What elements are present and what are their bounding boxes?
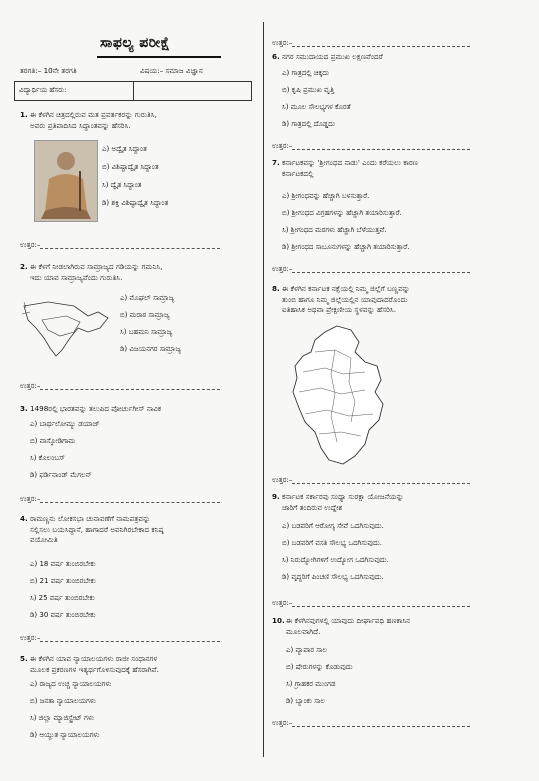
option-b[interactable]: ಬಿ) ಶ್ರೀಗಂಧದ ವಿಗ್ರಹಗಳನ್ನು ಹೆಚ್ಚಾಗಿ ತಯಾರಿಸುತ್ತಾರೆ. — [282, 209, 402, 217]
question-line: ಕರ್ನಾಟಕದಲ್ಲಿ — [282, 168, 314, 178]
question-line: ಈ ಕೆಳಗಿನವುಗಳಲ್ಲಿ ಯಾವುದು ದೀರ್ಘಾವಧಿ ಹಣಕಾಸಿನ — [286, 616, 411, 625]
answer-label: ಉತ್ತರ:– — [272, 265, 293, 273]
option-b[interactable]: ಬಿ) ಷೇರುಗಳನ್ನು ಕೊಡುವುದು — [286, 663, 353, 671]
option-a[interactable]: ಎ) ಮೊಘಲ್ ಸಾಮ್ರಾಜ್ಯ — [120, 294, 175, 302]
question-line: ಕರ್ನಾಟಕ ಸರ್ಕಾರವು ಸಂಧ್ಯಾ ಸುರಕ್ಷಾ ಯೋಜನೆಯನ್ನು — [282, 492, 404, 501]
question-line: ಸಲ್ಲಿಸಲು ಬಯಸಿದ್ದಾನೆ, ಹಾಗಾದರೆ ಅವನಿಗಿರಬೇಕಾದ ಕನಿಷ್ಠ — [30, 524, 164, 534]
question-text — [30, 110, 157, 131]
answer-line-q10 — [272, 719, 470, 728]
question-line: ತುಂಬಿ ಹಾಗೂ ನಿಮ್ಮ ಜಿಲ್ಲೆಯಲ್ಲಿನ ಯಾವುದಾದರೊಂದು — [282, 294, 408, 304]
option-a[interactable]: ಎ) 18 ವರ್ಷ ತುಂಬಿರಬೇಕು — [30, 560, 96, 568]
option-c[interactable]: ಸಿ) ಜಿಲ್ಲಾ ಮ್ಯಾಜಿಸ್ಟ್ರೇಟ್ ಗಳು — [30, 714, 94, 722]
question-number: 5. — [20, 654, 28, 663]
option-d[interactable]: ಡಿ) ಶಕ್ತಿ ವಿಶಿಷ್ಟಾದ್ವೈತ ಸಿದ್ಧಾಂತ — [102, 199, 169, 207]
option-c[interactable]: ಸಿ) ನಿರುದ್ಯೋಗಿಗಳಿಗೆ ಉದ್ಯೋಗ ಒದಗಿಸುವುದು. — [282, 556, 389, 564]
answer-line-q1 — [20, 241, 220, 250]
option-d[interactable]: ಡಿ) ಆಯ್ದುತ ನ್ಯಾಯಾಲಯಗಳು — [30, 731, 100, 739]
question-text — [30, 514, 164, 546]
empire-map-image — [18, 298, 114, 358]
option-b[interactable]: ಬಿ) ವಾಸ್ಕೋಡಿಗಾಮ — [30, 437, 76, 445]
option-c[interactable]: ಸಿ) ಮೂಲ ಸೌಲಭ್ಯಗಳ ಕೊರತೆ — [282, 103, 351, 111]
question-line: ವಯೋಮಿತಿ — [30, 535, 58, 544]
answer-line-q2 — [20, 382, 220, 391]
student-name-label: ವಿದ್ಯಾರ್ಥಿಯ ಹೆಸರು: — [19, 86, 67, 94]
option-a[interactable]: ಎ) ಶ್ರೀಗಂಧವನ್ನು ಹೆಚ್ಚಾಗಿ ಬಳಸುತ್ತಾರೆ. — [282, 192, 370, 200]
question-line: 1498ರಲ್ಲಿ ಭಾರತವನ್ನು ತಲುಪಿದ ಪೋರ್ಚುಗೀಸ್ ನಾವಿಕ — [30, 404, 162, 413]
student-name-box — [14, 81, 252, 101]
answer-line-q7 — [272, 265, 470, 274]
exam-title: ಸಾಫಲ್ಯ ಪರೀಕ್ಷೆ — [100, 35, 171, 51]
question-line: ಕರ್ನಾಟಕವನ್ನು 'ಶ್ರೀಗಂಧದ ನಾಡು' ಎಂದು ಕರೆಯಲು ಕಾರಣ — [282, 158, 418, 167]
option-a[interactable]: ಎ) ಗಾತ್ರದಲ್ಲಿ ಚಿಕ್ಕದು — [282, 69, 330, 77]
question-text — [30, 262, 162, 283]
answer-line-q8 — [272, 476, 470, 485]
answer-line-q4 — [20, 634, 220, 643]
question-line: ಈ ಕೆಳಗಿನ ಚಿತ್ರದಲ್ಲಿರುವ ಮತ ಪ್ರವರ್ತಕರನ್ನು ಗುರುತಿಸಿ, — [30, 110, 157, 119]
option-d[interactable]: ಡಿ) ಗಾತ್ರದಲ್ಲಿ ದೊಡ್ಡದು — [282, 120, 335, 128]
option-c[interactable]: ಸಿ) 25 ವರ್ಷ ತುಂಬಿರಬೇಕು — [30, 594, 95, 602]
answer-label: ಉತ್ತರ:– — [20, 241, 41, 249]
option-c[interactable]: ಸಿ) ಶ್ರೀಗಂಧದ ಮರಗಳು ಹೆಚ್ಚಾಗಿ ಬೆಳೆಯುತ್ತವೆ. — [282, 226, 387, 234]
answer-line-top — [272, 39, 470, 48]
answer-label: ಉತ್ತರ:– — [272, 719, 293, 727]
question-number: 2. — [20, 262, 28, 271]
question-line: ಮೂಲವಾಗಿದೆ. — [286, 626, 321, 636]
option-d[interactable]: ಡಿ) ವಿಜಯನಗರ ಸಾಮ್ರಾಜ್ಯ — [120, 345, 181, 353]
option-b[interactable]: ಬಿ) 21 ವರ್ಷ ತುಂಬಿರಬೇಕು — [30, 577, 96, 585]
answer-label: ಉತ್ತರ:– — [272, 39, 293, 47]
option-b[interactable]: ಬಿ) ಮರಾಠ ಸಾಮ್ರಾಜ್ಯ — [120, 311, 170, 319]
option-c[interactable]: ಸಿ) ಕೊಲಂಬಸ್ — [30, 454, 65, 462]
question-line: ಈ ಕೆಳಗಿನ ಯಾವ ನ್ಯಾಯಾಲಯಗಳು ರಾಜೀ ಸಂಧಾನಗಳ — [30, 654, 158, 663]
class-label: ತರಗತಿ:– 10ನೇ ತರಗತಿ — [20, 66, 77, 75]
answer-label: ಉತ್ತರ:– — [20, 495, 41, 503]
saint-portrait-image — [34, 140, 98, 222]
answer-line-q6 — [272, 142, 470, 151]
karnataka-map-image[interactable] — [285, 322, 395, 472]
question-line: ನಗರ ಸಮುದಾಯದ ಪ್ರಮುಖ ಲಕ್ಷಣವೆಂದರೆ — [282, 52, 383, 61]
option-d[interactable]: ಡಿ) 30 ವರ್ಷ ತುಂಬಿರಬೇಕು — [30, 611, 96, 619]
option-b[interactable]: ಬಿ) ಕೃಷಿ ಪ್ರಮುಖ ವೃತ್ತಿ — [282, 86, 335, 94]
answer-line-q9 — [272, 599, 470, 608]
question-line: ಜಾರಿಗೆ ತಂದಿರುವ ಉದ್ದೇಶ — [282, 502, 343, 512]
title-underline — [97, 56, 221, 58]
question-text — [282, 52, 383, 63]
option-b[interactable]: ಬಿ) ವಿಶಿಷ್ಟಾದ್ವೈತ ಸಿದ್ಧಾಂತ — [102, 163, 159, 171]
question-number: 7. — [272, 158, 280, 167]
question-number: 10. — [272, 616, 285, 625]
option-b[interactable]: ಬಿ) ಜನತಾ ನ್ಯಾಯಾಲಯಗಳು — [30, 697, 96, 705]
saint-figure-icon — [35, 141, 97, 221]
question-text — [282, 492, 404, 513]
option-c[interactable]: ಸಿ) ಗ್ರಾಹಕರ ಮುಂಗಡ — [286, 680, 336, 688]
question-number: 9. — [272, 492, 280, 501]
question-text — [30, 654, 159, 675]
question-number: 1. — [20, 110, 28, 119]
answer-label: ಉತ್ತರ:– — [20, 634, 41, 642]
question-line: ಐತಿಹಾಸಿಕ ಅಥವಾ ಪ್ರೇಕ್ಷಣೀಯ ಸ್ಥಳವನ್ನು ಹೆಸರಿಸಿ. — [282, 305, 397, 314]
question-text — [286, 616, 410, 637]
question-line: ಇದು ಯಾವ ಸಾಮ್ರಾಜ್ಯವೆಂದು ಗುರುತಿಸಿ. — [30, 272, 123, 282]
option-b[interactable]: ಬಿ) ಬಡವರಿಗೆ ವಸತಿ ಸೌಲಭ್ಯ ಒದಗಿಸುವುದು. — [282, 539, 382, 547]
answer-label: ಉತ್ತರ:– — [272, 599, 293, 607]
option-c[interactable]: ಸಿ) ದ್ವೈತ ಸಿದ್ಧಾಂತ — [102, 181, 142, 189]
subject-label: ವಿಷಯ:– ಸಮಾಜ ವಿಜ್ಞಾನ — [140, 66, 203, 75]
answer-label: ಉತ್ತರ:– — [272, 476, 293, 484]
option-a[interactable]: ಎ) ಬಡವರಿಗೆ ಆರೋಗ್ಯ ಸೇವೆ ಒದಗಿಸುವುದು. — [282, 522, 384, 530]
question-number: 8. — [272, 284, 280, 293]
question-number: 6. — [272, 52, 280, 61]
question-line: ಅವರು ಪ್ರತಿಪಾದಿಸಿದ ಸಿದ್ಧಾಂತವನ್ನು ಹೆಸರಿಸಿ. — [30, 120, 131, 130]
question-text — [30, 404, 161, 415]
option-a[interactable]: ಎ) ಬಾರ್ಥಲೋಮ್ಯು ಡಯಾಜ್ — [30, 420, 100, 428]
question-number: 3. — [20, 404, 28, 413]
option-c[interactable]: ಸಿ) ಬಹಮನಿ ಸಾಮ್ರಾಜ್ಯ — [120, 328, 173, 336]
answer-label: ಉತ್ತರ:– — [20, 382, 41, 390]
name-box-separator — [133, 82, 134, 100]
question-line: ಈ ಕೆಳಗೆ ನೀಡಲಾಗಿರುವ ಸಾಮ್ರಾಜ್ಯದ ಗಡಿಯನ್ನು ಗಮನಿಸಿ, — [30, 262, 163, 271]
question-line: ಈ ಕೆಳಗಿನ ಕರ್ನಾಟಕ ನಕ್ಷೆಯಲ್ಲಿ ನಿಮ್ಮ ಜಿಲ್ಲೆಗೆ ಬಣ್ಣವನ್ನು — [282, 284, 410, 293]
question-line: ಮೂಲಕ ಪ್ರಕರಣಗಳ ಇತ್ಯರ್ಥಗೊಳಿಸುವುದಕ್ಕೆ ಹೆಸರಾಗಿವೆ. — [30, 664, 159, 674]
option-d[interactable]: ಡಿ) ವೃದ್ಧರಿಗೆ ಪಿಂಚಣಿ ಸೌಲಭ್ಯ ಒದಗಿಸುವುದು. — [282, 573, 384, 581]
answer-line-q3 — [20, 495, 220, 504]
question-line: ರಾಮಣ್ಣನು ಲೋಕಸಭಾ ಚುನಾವಣೆಗೆ ನಾಮಪತ್ರವನ್ನು — [30, 514, 151, 523]
option-a[interactable]: ಎ) ಅದ್ವೈತ ಸಿದ್ಧಾಂತ — [102, 145, 147, 153]
question-text — [282, 284, 410, 316]
option-a[interactable]: ಎ) ರಾಜ್ಯದ ಉಚ್ಚ ನ್ಯಾಯಾಲಯಗಳು — [30, 680, 112, 688]
question-text — [282, 158, 418, 179]
answer-label: ಉತ್ತರ:– — [272, 142, 293, 150]
option-d[interactable]: ಡಿ) ಬ್ಯಾಂಕು ಸಾಲ — [286, 697, 326, 705]
column-divider — [263, 22, 264, 757]
question-number: 4. — [20, 514, 28, 523]
option-d[interactable]: ಡಿ) ಶ್ರೀಗಂಧದ ಸಾಬೂನುಗಳನ್ನು ಹೆಚ್ಚಾಗಿ ತಯಾರಿಸುತ್ತಾರೆ. — [282, 243, 410, 251]
option-d[interactable]: ಡಿ) ಫರ್ಡಿನಾಂಡ್ ಮೆಗಲನ್ — [30, 471, 92, 479]
option-a[interactable]: ಎ) ವ್ಯಾಪಾರ ಸಾಲ — [286, 646, 327, 654]
